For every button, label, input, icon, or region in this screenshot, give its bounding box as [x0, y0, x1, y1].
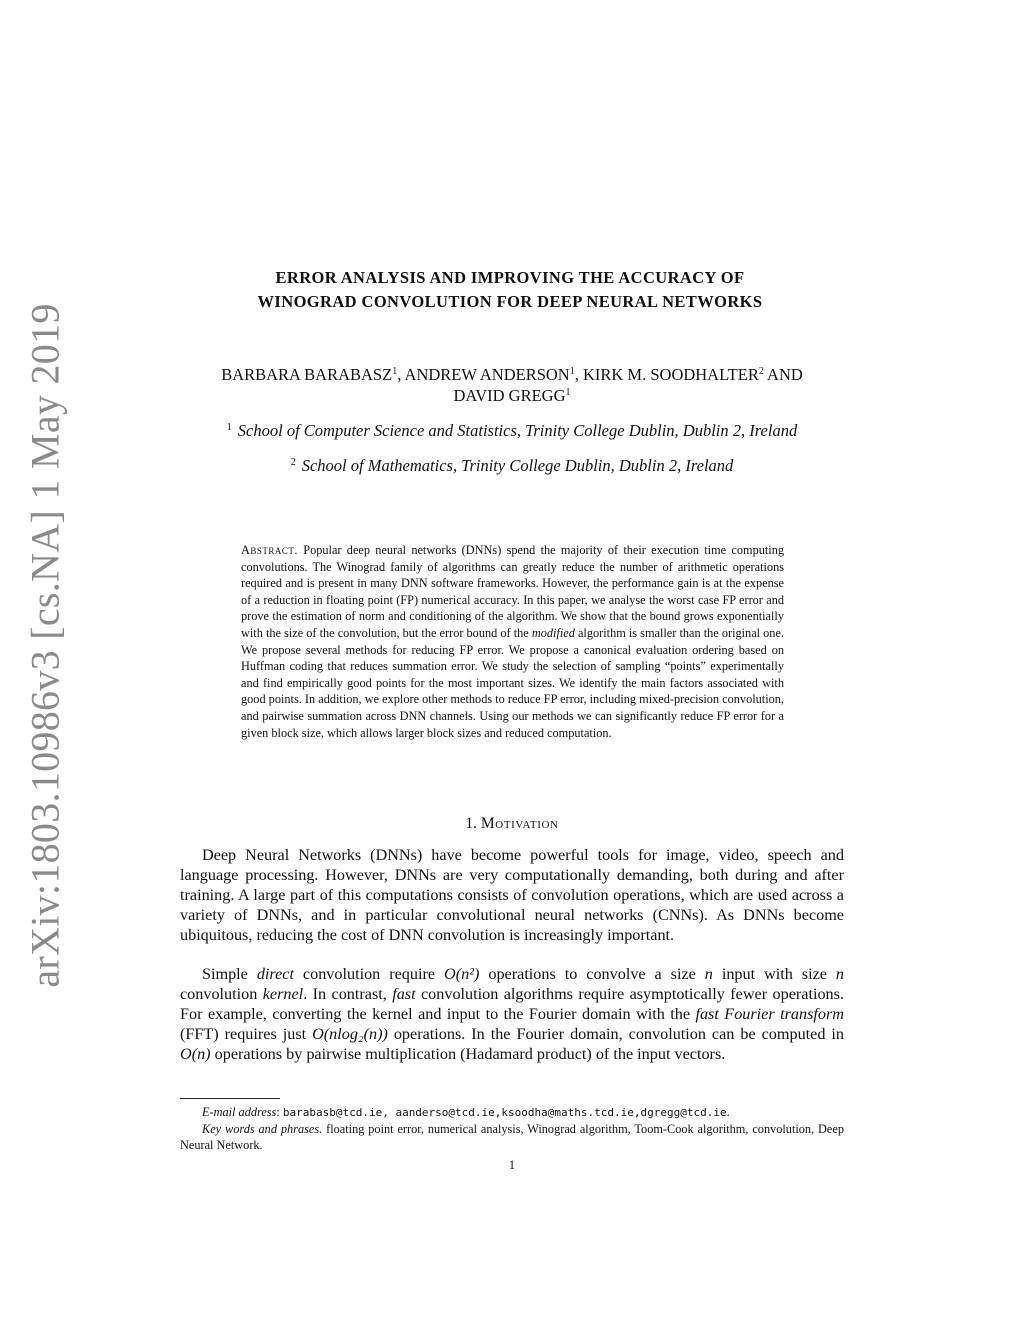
author-name: DAVID GREGG	[453, 386, 566, 405]
affiliation-1	[150, 421, 874, 441]
page-number: 1	[508, 1158, 516, 1172]
keywords-label: Key words and phrases.	[202, 1122, 323, 1136]
text-run: convolution algorithms require asymptotically fewer operations. For example, converting the kernel and input to the Fourier domain with the	[180, 985, 844, 1024]
text-run: operations to convolve a size	[479, 965, 705, 983]
section-heading	[180, 815, 844, 833]
arxiv-stamp	[14, 302, 76, 988]
email-addresses: barabasb@tcd.ie, aanderso@tcd.ie,ksoodha@maths.tcd.ie,dgregg@tcd.ie	[282, 1106, 727, 1119]
paragraph-1: Deep Neural Networks (DNNs) have become powerful tools for image, video, speech and language processing. However, DNNs are very computationally demanding, both during and after training. A large part of this computations consists of convolution operations, which are used across a variety of DNNs, and in particular convolutional neural networks (CNNs). As DNNs become ubiquitous, reducing the cost of DNN convolution is increasingly important.	[180, 846, 844, 945]
abstract	[241, 542, 784, 741]
affil-number: 2	[290, 457, 296, 468]
abstract-text-a: Popular deep neural networks (DNNs) spend the majority of their execution time computing convolutions. The Winograd family of algorithms can greatly reduce the number of arithmetic operations required and is present in many DNN software frameworks. However, the performance gain is at the expense of a reduction in floating point (FP) numerical accuracy. In this paper, we analyse the worst case FP error and prove the estimation of norm and conditioning of the algorithm. We show that the bound grows exponentially with the size of the convolution, but the error bound of the	[241, 543, 785, 640]
text-run: operations. In the Fourier domain, convolution can be computed in	[387, 1025, 844, 1044]
separator: .	[726, 1105, 730, 1119]
author-list	[170, 364, 854, 406]
affil-number: 1	[226, 422, 232, 433]
paragraph-2	[180, 964, 844, 1064]
emphasis: kernel	[262, 985, 304, 1004]
text-run: convolution require	[293, 965, 444, 983]
affil-text: School of Mathematics, Trinity College Dublin, Dublin 2, Ireland	[301, 456, 734, 475]
text-run: operations by pairwise multiplication (Hadamard product) of the input vectors.	[210, 1045, 726, 1064]
footnote-email	[180, 1104, 844, 1121]
math: O(nlog₂(n))	[312, 1025, 388, 1044]
abstract-text-b: algorithm is smaller than the original one. We propose several methods for reducing FP error. We propose a canonical evaluation ordering based on Huffman coding that reduces summation error. We study the selection of sampling “points” experimentally and find empirically good points for the most important sizes. We identify the main factors associated with good points. In addition, we explore other methods to reduce FP error, including mixed-precision convolution, and pairwise summation across DNN channels. Using our methods we can significantly reduce FP error for a given block size, which allows larger block sizes and reduced computation.	[241, 625, 784, 740]
affil-marker: 2	[758, 366, 764, 377]
text-run: (FFT) requires just	[180, 1025, 313, 1044]
arxiv-id: arXiv:1803.10986v3 [cs.NA] 1 May 2019	[22, 302, 68, 988]
text-run: input with size	[712, 965, 836, 983]
affil-marker: 1	[569, 366, 575, 377]
separator: :	[276, 1105, 283, 1119]
email-label: E-mail address	[202, 1105, 277, 1119]
paper-title	[180, 266, 840, 314]
affil-text: School of Computer Science and Statistics, Trinity College Dublin, Dublin 2, Ireland	[237, 421, 798, 440]
text-run: convolution	[180, 985, 263, 1004]
section-number: 1.	[465, 815, 478, 832]
author-line-1	[170, 364, 854, 385]
abstract-emphasis: modified	[531, 625, 575, 640]
author-line-2	[170, 385, 854, 406]
abstract-label: Abstract.	[241, 543, 298, 557]
title-line-2: WINOGRAD CONVOLUTION FOR DEEP NEURAL NETWORKS	[257, 292, 763, 311]
math: O(n)	[180, 1045, 211, 1064]
author-name: BARBARA BARABASZ	[221, 365, 393, 384]
affil-marker: 1	[565, 387, 571, 398]
author-name: , ANDREW ANDERSON	[397, 365, 570, 384]
math: n	[704, 965, 713, 983]
title-line-1: ERROR ANALYSIS AND IMPROVING THE ACCURACY OF	[275, 268, 745, 287]
footnote-keywords	[180, 1121, 844, 1153]
math: O(n²)	[444, 965, 480, 983]
text-run: Simple	[202, 965, 257, 983]
affiliation-2	[150, 456, 874, 476]
affil-marker: 1	[392, 366, 398, 377]
text-run: . In contrast,	[303, 985, 393, 1004]
author-name: , KIRK M. SOODHALTER	[574, 365, 759, 384]
emphasis: direct	[256, 965, 294, 983]
emphasis: fast	[392, 985, 416, 1004]
section-title-text: Motivation	[480, 815, 559, 832]
author-conjunction: AND	[763, 365, 803, 384]
math: n	[835, 965, 844, 983]
keywords-text: floating point error, numerical analysis, Winograd algorithm, Toom-Cook algorithm, convolution, Deep Neural Network.	[180, 1122, 845, 1152]
emphasis: fast Fourier transform	[695, 1005, 844, 1024]
footnote-rule	[180, 1098, 280, 1099]
footnotes	[180, 1104, 844, 1153]
